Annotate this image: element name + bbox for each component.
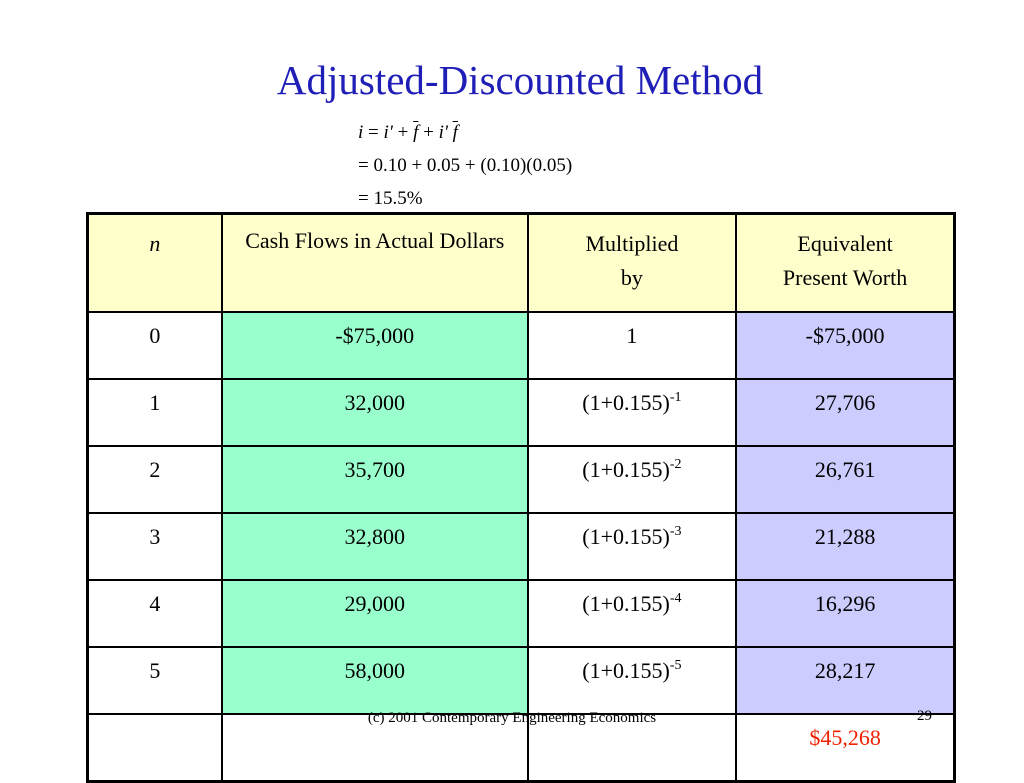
formula-line-1 [358,116,572,149]
table-row [88,379,955,446]
interest-formula [358,116,572,215]
cell-multiplier [528,647,736,714]
header-equivalent-line-2: Present Worth [782,265,908,290]
multiplier-base: (1+0.155) [582,457,670,482]
cell-multiplier [528,379,736,446]
multiplier-exponent: -5 [669,657,682,673]
formula-plus: + [392,122,414,143]
formula-symbol-i-prime: i' [438,122,448,143]
formula-symbol-i: i [358,122,364,143]
header-n-label: n [149,231,161,256]
table-row [88,446,955,513]
header-n [88,214,222,313]
cell-cash-flow: -$75,000 [222,312,528,379]
cell-n: 5 [88,647,222,714]
cell-present-worth: 26,761 [736,446,954,513]
cell-multiplier [528,446,736,513]
cell-cash-flow: 32,800 [222,513,528,580]
cell-n: 0 [88,312,222,379]
cell-cash-flow: 35,700 [222,446,528,513]
header-multiplied-line-2: by [620,265,643,290]
multiplier-base: (1+0.155) [582,658,670,683]
formula-symbol-i-prime: i' [383,122,393,143]
multiplier-exponent: -3 [669,523,682,539]
multiplier-exponent: -2 [669,456,682,472]
slide-title: Adjusted-Discounted Method [276,57,764,103]
formula-line-3: = 15.5% [358,188,423,209]
cell-total-present-worth: $45,268 [736,714,954,782]
header-multiplied-line-1: Multiplied [585,231,679,256]
formula-line-2: = 0.10 + 0.05 + (0.10)(0.05) [358,155,573,176]
cell-cash-flow: 58,000 [222,647,528,714]
table-row [88,647,955,714]
multiplier-base: (1+0.155) [582,591,670,616]
cell-multiplier [528,513,736,580]
cell-empty [88,714,222,782]
header-cash-flows: Cash Flows in Actual Dollars [222,214,528,313]
footer-copyright: (c) 2001 Contemporary Engineering Economics [367,710,657,726]
cell-cash-flow: 29,000 [222,580,528,647]
cell-present-worth: 28,217 [736,647,954,714]
cell-present-worth: 21,288 [736,513,954,580]
table-row [88,312,955,379]
multiplier-base: (1+0.155) [582,524,670,549]
formula-plus: + [418,122,439,143]
multiplier-base: (1+0.155) [582,390,670,415]
cell-n: 3 [88,513,222,580]
formula-symbol-f-bar: $\overline{f}$ [452,122,458,143]
cell-multiplier [528,312,736,379]
cell-present-worth: 27,706 [736,379,954,446]
present-worth-table [86,212,956,783]
cell-n: 4 [88,580,222,647]
cell-present-worth: -$75,000 [736,312,954,379]
formula-symbol-f-bar: $\overline{f}$ [413,122,419,143]
header-equivalent-line-1: Equivalent [797,231,893,256]
header-equivalent-present-worth [736,214,954,313]
formula-equals: = [363,122,384,143]
cell-n: 2 [88,446,222,513]
table-header-row [88,214,955,313]
multiplier-base: 1 [626,323,638,348]
table-row [88,513,955,580]
table-row [88,580,955,647]
multiplier-exponent: -1 [669,389,682,405]
cell-present-worth: 16,296 [736,580,954,647]
cell-multiplier [528,580,736,647]
multiplier-exponent: -4 [669,590,682,606]
header-multiplied-by [528,214,736,313]
cell-n: 1 [88,379,222,446]
cell-cash-flow: 32,000 [222,379,528,446]
page-number: 29 [917,708,932,724]
